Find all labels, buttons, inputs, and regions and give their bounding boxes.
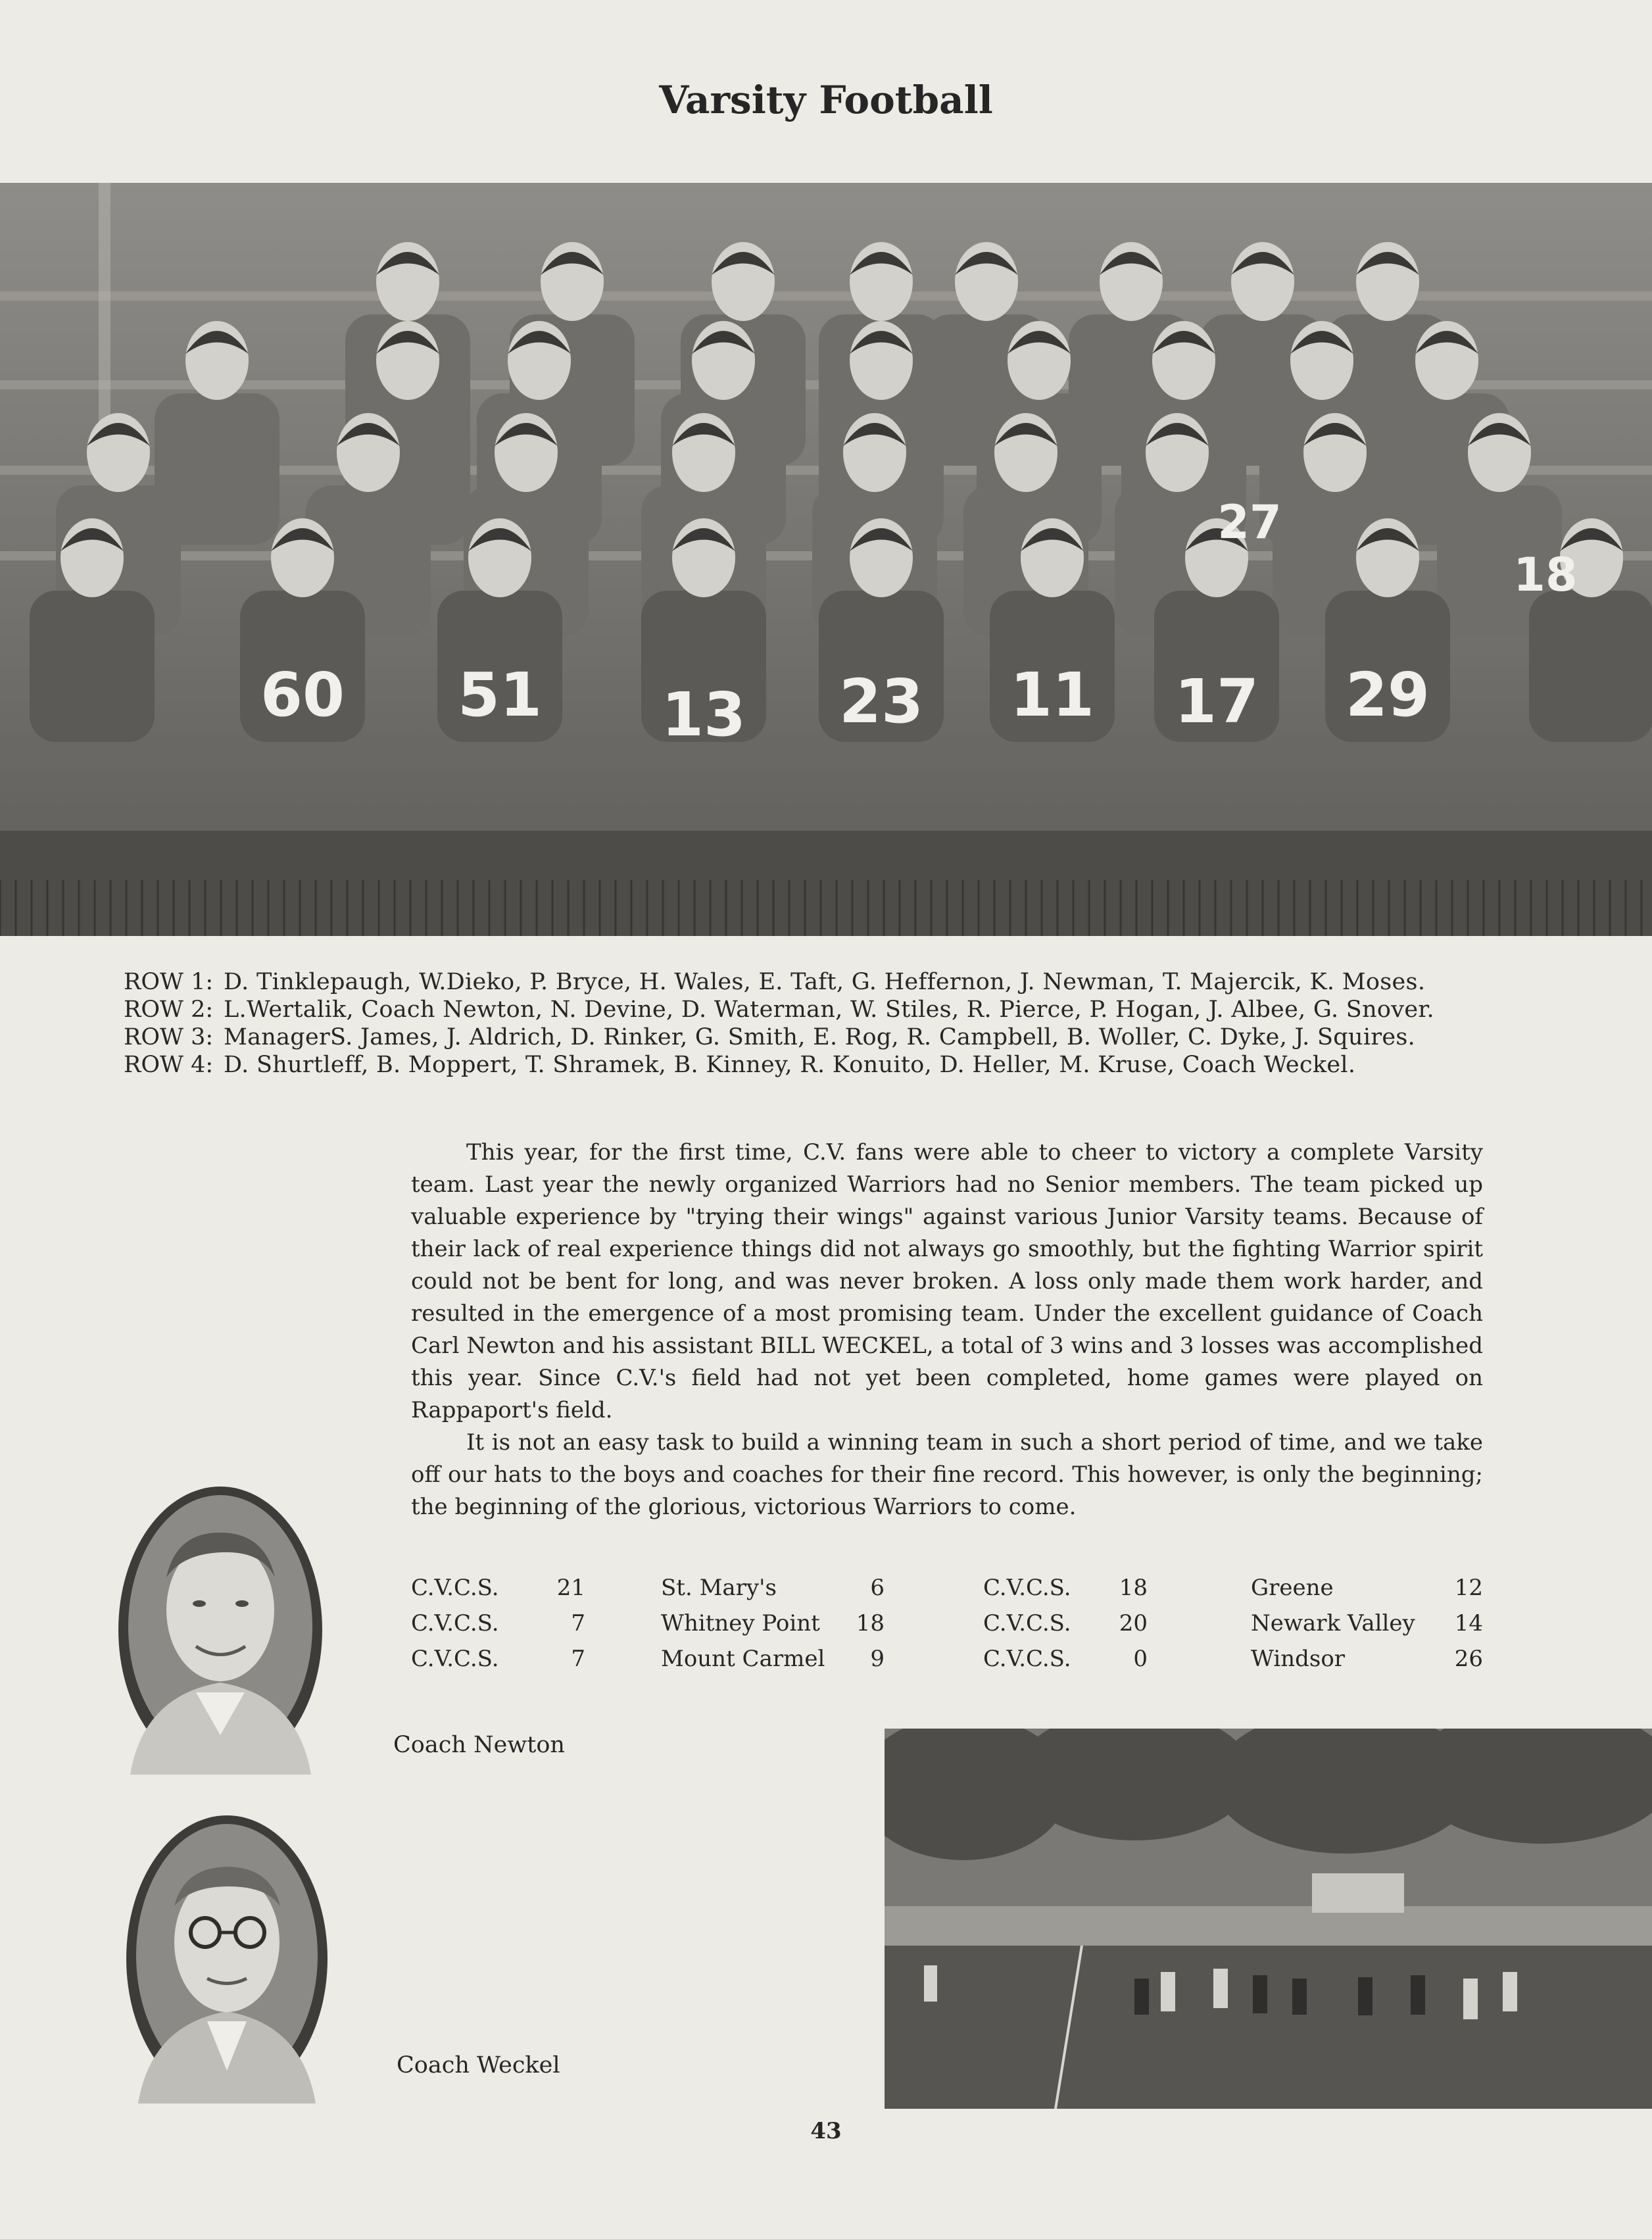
row-caption — [124, 968, 1564, 996]
row-label: ROW 1: — [124, 969, 214, 995]
team-photo — [0, 183, 1652, 936]
jersey-number: 27 — [1217, 495, 1282, 549]
page-number: 43 — [810, 2118, 842, 2144]
row-label: ROW 4: — [124, 1052, 214, 1078]
team-score: 0 — [1133, 1646, 1148, 1672]
row-label: ROW 3: — [124, 1024, 214, 1050]
row-names: D. Tinklepaugh, W.Dieko, P. Bryce, H. Wales, E. Taft, G. Heffernon, J. Newman, T. Majercik, K. Moses. — [224, 969, 1426, 995]
article-body — [411, 1137, 1483, 1523]
row-names: D. Shurtleff, B. Moppert, T. Shramek, B. Kinney, R. Konuito, D. Heller, M. Kruse, Coach Weckel. — [224, 1052, 1356, 1078]
player-body — [30, 591, 155, 742]
game-action-photo — [885, 1729, 1652, 2109]
team-name: C.V.C.S. — [983, 1610, 1071, 1636]
coach-weckel-portrait — [125, 1814, 329, 2104]
opponent-name: Windsor — [1251, 1646, 1346, 1672]
coach-newton-caption: Coach Newton — [393, 1732, 565, 1758]
score-row — [411, 1570, 1483, 1606]
team-score: 21 — [556, 1575, 585, 1601]
player-body — [1529, 591, 1652, 742]
opponent-name: Greene — [1251, 1575, 1334, 1601]
team-name: C.V.C.S. — [983, 1646, 1071, 1672]
team-name: C.V.C.S. — [411, 1646, 499, 1672]
team-score: 18 — [1119, 1575, 1148, 1601]
jersey-number: 60 — [260, 660, 345, 730]
row-captions — [124, 968, 1564, 1079]
jersey-number: 11 — [1009, 660, 1095, 730]
jersey-number: 29 — [1345, 660, 1430, 730]
article-paragraph: It is not an easy task to build a winning team in such a short period of time, and we take off our hats to the boys and coaches for their fine record. This however, is only the beginning; the beginning of the glorious, victorious Warriors to come. — [411, 1429, 1483, 1520]
jersey-number: 51 — [457, 660, 543, 730]
score-row — [411, 1641, 1483, 1677]
opponent-name: Newark Valley — [1251, 1610, 1415, 1636]
team-name: C.V.C.S. — [411, 1575, 499, 1601]
team-score: 7 — [571, 1610, 585, 1636]
score-table — [411, 1570, 1483, 1677]
row-caption — [124, 1051, 1564, 1079]
row-caption — [124, 1023, 1564, 1051]
article-paragraph: This year, for the first time, C.V. fans were able to cheer to victory a complete Varsity team. Last year the newly organized Warriors had no Senior members. The team picked up valuable experience by "trying their wings" against various Junior Varsity teams. Because of their lack of real experience things did not always go smoothly, but the fighting Warrior spirit could not be bent for long, and was never broken. A loss only made them work harder, and resulted in the emergence of a most promising team. Under the excellent guidance of Coach Carl Newton and his assistant BILL WECKEL, a total of 3 wins and 3 losses was accomplished this year. Since C.V.'s field had not yet been completed, home games were played on Rappaport's field. — [411, 1139, 1483, 1423]
opponent-score: 6 — [870, 1575, 885, 1601]
team-score: 20 — [1119, 1610, 1148, 1636]
opponent-score: 18 — [856, 1610, 885, 1636]
opponent-score: 14 — [1454, 1610, 1483, 1636]
row-names: ManagerS. James, J. Aldrich, D. Rinker, G. Smith, E. Rog, R. Campbell, B. Woller, C. Dyke, J. Squires. — [224, 1024, 1416, 1050]
opponent-score: 26 — [1454, 1646, 1483, 1672]
team-name: C.V.C.S. — [411, 1610, 499, 1636]
opponent-name: St. Mary's — [661, 1575, 777, 1601]
jersey-number: 23 — [838, 666, 924, 737]
jersey-number: 17 — [1174, 666, 1259, 737]
row-names: L.Wertalik, Coach Newton, N. Devine, D. Waterman, W. Stiles, R. Pierce, P. Hogan, J. Albee, G. Snover. — [224, 996, 1434, 1023]
jersey-number: 18 — [1513, 548, 1578, 602]
coach-newton-portrait — [117, 1485, 324, 1775]
opponent-name: Mount Carmel — [661, 1646, 825, 1672]
coach-weckel-caption: Coach Weckel — [397, 2052, 560, 2079]
row-label: ROW 2: — [124, 996, 214, 1023]
opponent-score: 9 — [870, 1646, 885, 1672]
row-caption — [124, 996, 1564, 1023]
team-name: C.V.C.S. — [983, 1575, 1071, 1601]
team-score: 7 — [571, 1646, 585, 1672]
jersey-number: 13 — [661, 679, 746, 750]
score-row — [411, 1606, 1483, 1641]
page-title: Varsity Football — [659, 78, 993, 122]
opponent-name: Whitney Point — [661, 1610, 820, 1636]
opponent-score: 12 — [1454, 1575, 1483, 1601]
